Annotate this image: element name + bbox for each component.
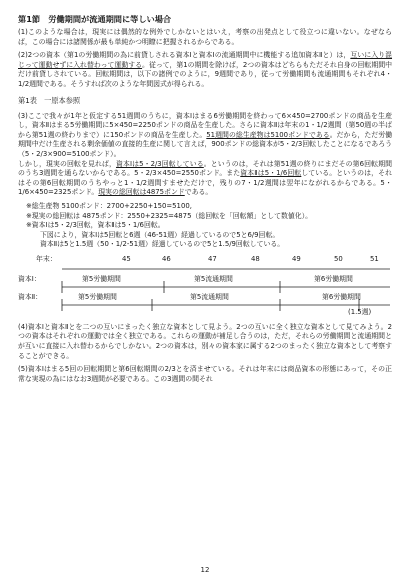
paragraph-1: (1)このような場合は，現実には偶然的な例外でしかないとはいえ，考察の出発点として役立つに違いない。なぜならば，この場合には諸関係が最も単純かつ明瞭に把握されるからである。 [18,28,392,46]
paragraph-2 [18,51,392,89]
week-label: 49 [292,254,301,263]
paragraph-5: (5)資本Ⅰはまる5回の回転期間と第6回転期間の2/3とを済ませている。それは年末には商品資本の形態にあって，その正常な実現の為にはなお3週間が必要である。この3週間の間それ [18,365,392,383]
note-line: 下図により，資本Ⅰは5回転と6週（46-51週）経過しているので5と6/9回転。 [40,230,280,239]
table-title: 第1表 一原本参照 [18,95,81,105]
notes-block [26,202,392,250]
capital-1-period: 第5労働期間 [82,274,121,283]
week-label: 47 [208,254,217,263]
year-end-label: 年末： [36,254,57,263]
p3-part-7: している。というのは，それはその第6回転期間のうちやっと1・1/2週間すませただけで，残りの7・1/2週間は翌年にながれるからである。5・1/6×450=2325ポンド。 [18,169,393,197]
p3-underline-total: 51週間の総生産物は5100ポンドである [206,130,330,139]
note-line: 資本Ⅱは5と1.5週（50・1/2-51週）経過しているので5と1.5/9回転している。 [40,240,285,249]
p3-part-9: である。 [184,188,213,197]
note-line: ※資本Ⅰは5・2/3回転，資本Ⅱは5・1/6回転。 [26,221,165,230]
p3-part-2: 。だから，ただ労働期間中だけ生産される剰余価値の直接的生産に関して言えば，900ポンドの総資本が5・2/3回転したことになるであろう（5・2/3×900=5100ポンド）。 [18,130,393,158]
week-label: 45 [122,254,131,263]
p3-underline-capital-1: 資本Ⅰは5・2/3回転している [115,159,204,168]
p3-underline-real-turnover: 現実の総回転は4875ポンド [98,188,185,197]
capital-1-period: 第5流通期間 [194,274,233,283]
note-line: ※総生産物 5100ポンド：2700+2250+150=5100, [26,201,192,210]
capital-2-period: 第5労働期間 [78,292,117,301]
row-label-capital-2: 資本Ⅱ： [18,292,43,301]
section-heading: 第1節 労働期間が流通期間に等しい場合 [18,14,172,24]
p3-part-3: しかし，現実の回転を見れば， [18,159,116,168]
week-label: 51 [370,254,379,263]
turnover-timeline [18,253,392,319]
p3-part-5: 。というのは，それは第51週の終りにまだその第6回転期間のうち3週間を通らないからである。5・2/3×450=2550ポンド。また [18,159,393,178]
week-label: 48 [251,254,260,263]
paragraph-2-cont: 従って，第1の期間を除けば，2つの資本はどちらもただそれ自身の回転期間中だけ前貸しされている。回転期間は，以下の諸例でのように，9週間であり，従って労働期間も流通期間もそれぞれ4・1/2週間である。そうすれば次のような年間図式が得られる。 [18,60,393,88]
paragraph-2-punct: 。 [142,60,149,69]
row-label-capital-1: 資本Ⅰ： [18,274,41,283]
paragraph-3 [18,112,392,198]
p3-underline-capital-2: 資本Ⅱは5・1/6回転 [240,169,302,178]
note-line: ※現実の総回転は 4875ポンド：2550+2325=4875（総回転を「回転額」として数値化）。 [26,211,313,220]
paragraph-2-underlined: 互いに入り混じって運動せずに入れ替わって運動する [18,51,393,69]
capital-2-note: (1.5週) [348,307,372,316]
week-label: 46 [162,254,171,263]
paragraph-4: (4)資本Ⅰと資本Ⅱとを二つの互いにまったく独立な資本として見よう。2つの互いに全く独立な資本として見てみよう。2つの資本はそれぞれの運動では全く独立である。これらの運動が補足し合うのは，ただ，それらの労働期間と流通期間とが互いに直接に入れ替わるからでしかない。2つの資本は，別々の資本家に属する2つのまったく独立な資本として考察することができる。 [18,322,392,360]
capital-1-period: 第6労働期間 [314,274,353,283]
paragraph-2-text: (2)2つの資本（第1の労働期間の為に前貸しされる資本Ⅰと資本Ⅰの流通期間中に機能する追加資本Ⅱと）は， [18,51,351,60]
p3-part-0: (3)ここで我々が1年と仮定する51週間のうちに，資本Ⅰはまる6労働期間を終わって6×450=2700ポンドの商品を生産し，資本Ⅱはまる5労働期間に5×450=2250ポンドの商品を生産した。さらに資本Ⅱは年末の1・1/2週間（第50週の半ばから第51週の終わりまで）に150ポンドの商品を生産した。 [18,111,392,139]
page-number: 12 [200,566,210,574]
capital-2-period: 第5流通期間 [190,292,229,301]
week-label: 50 [334,254,343,263]
capital-2-period: 第6労働期間 [322,292,361,301]
